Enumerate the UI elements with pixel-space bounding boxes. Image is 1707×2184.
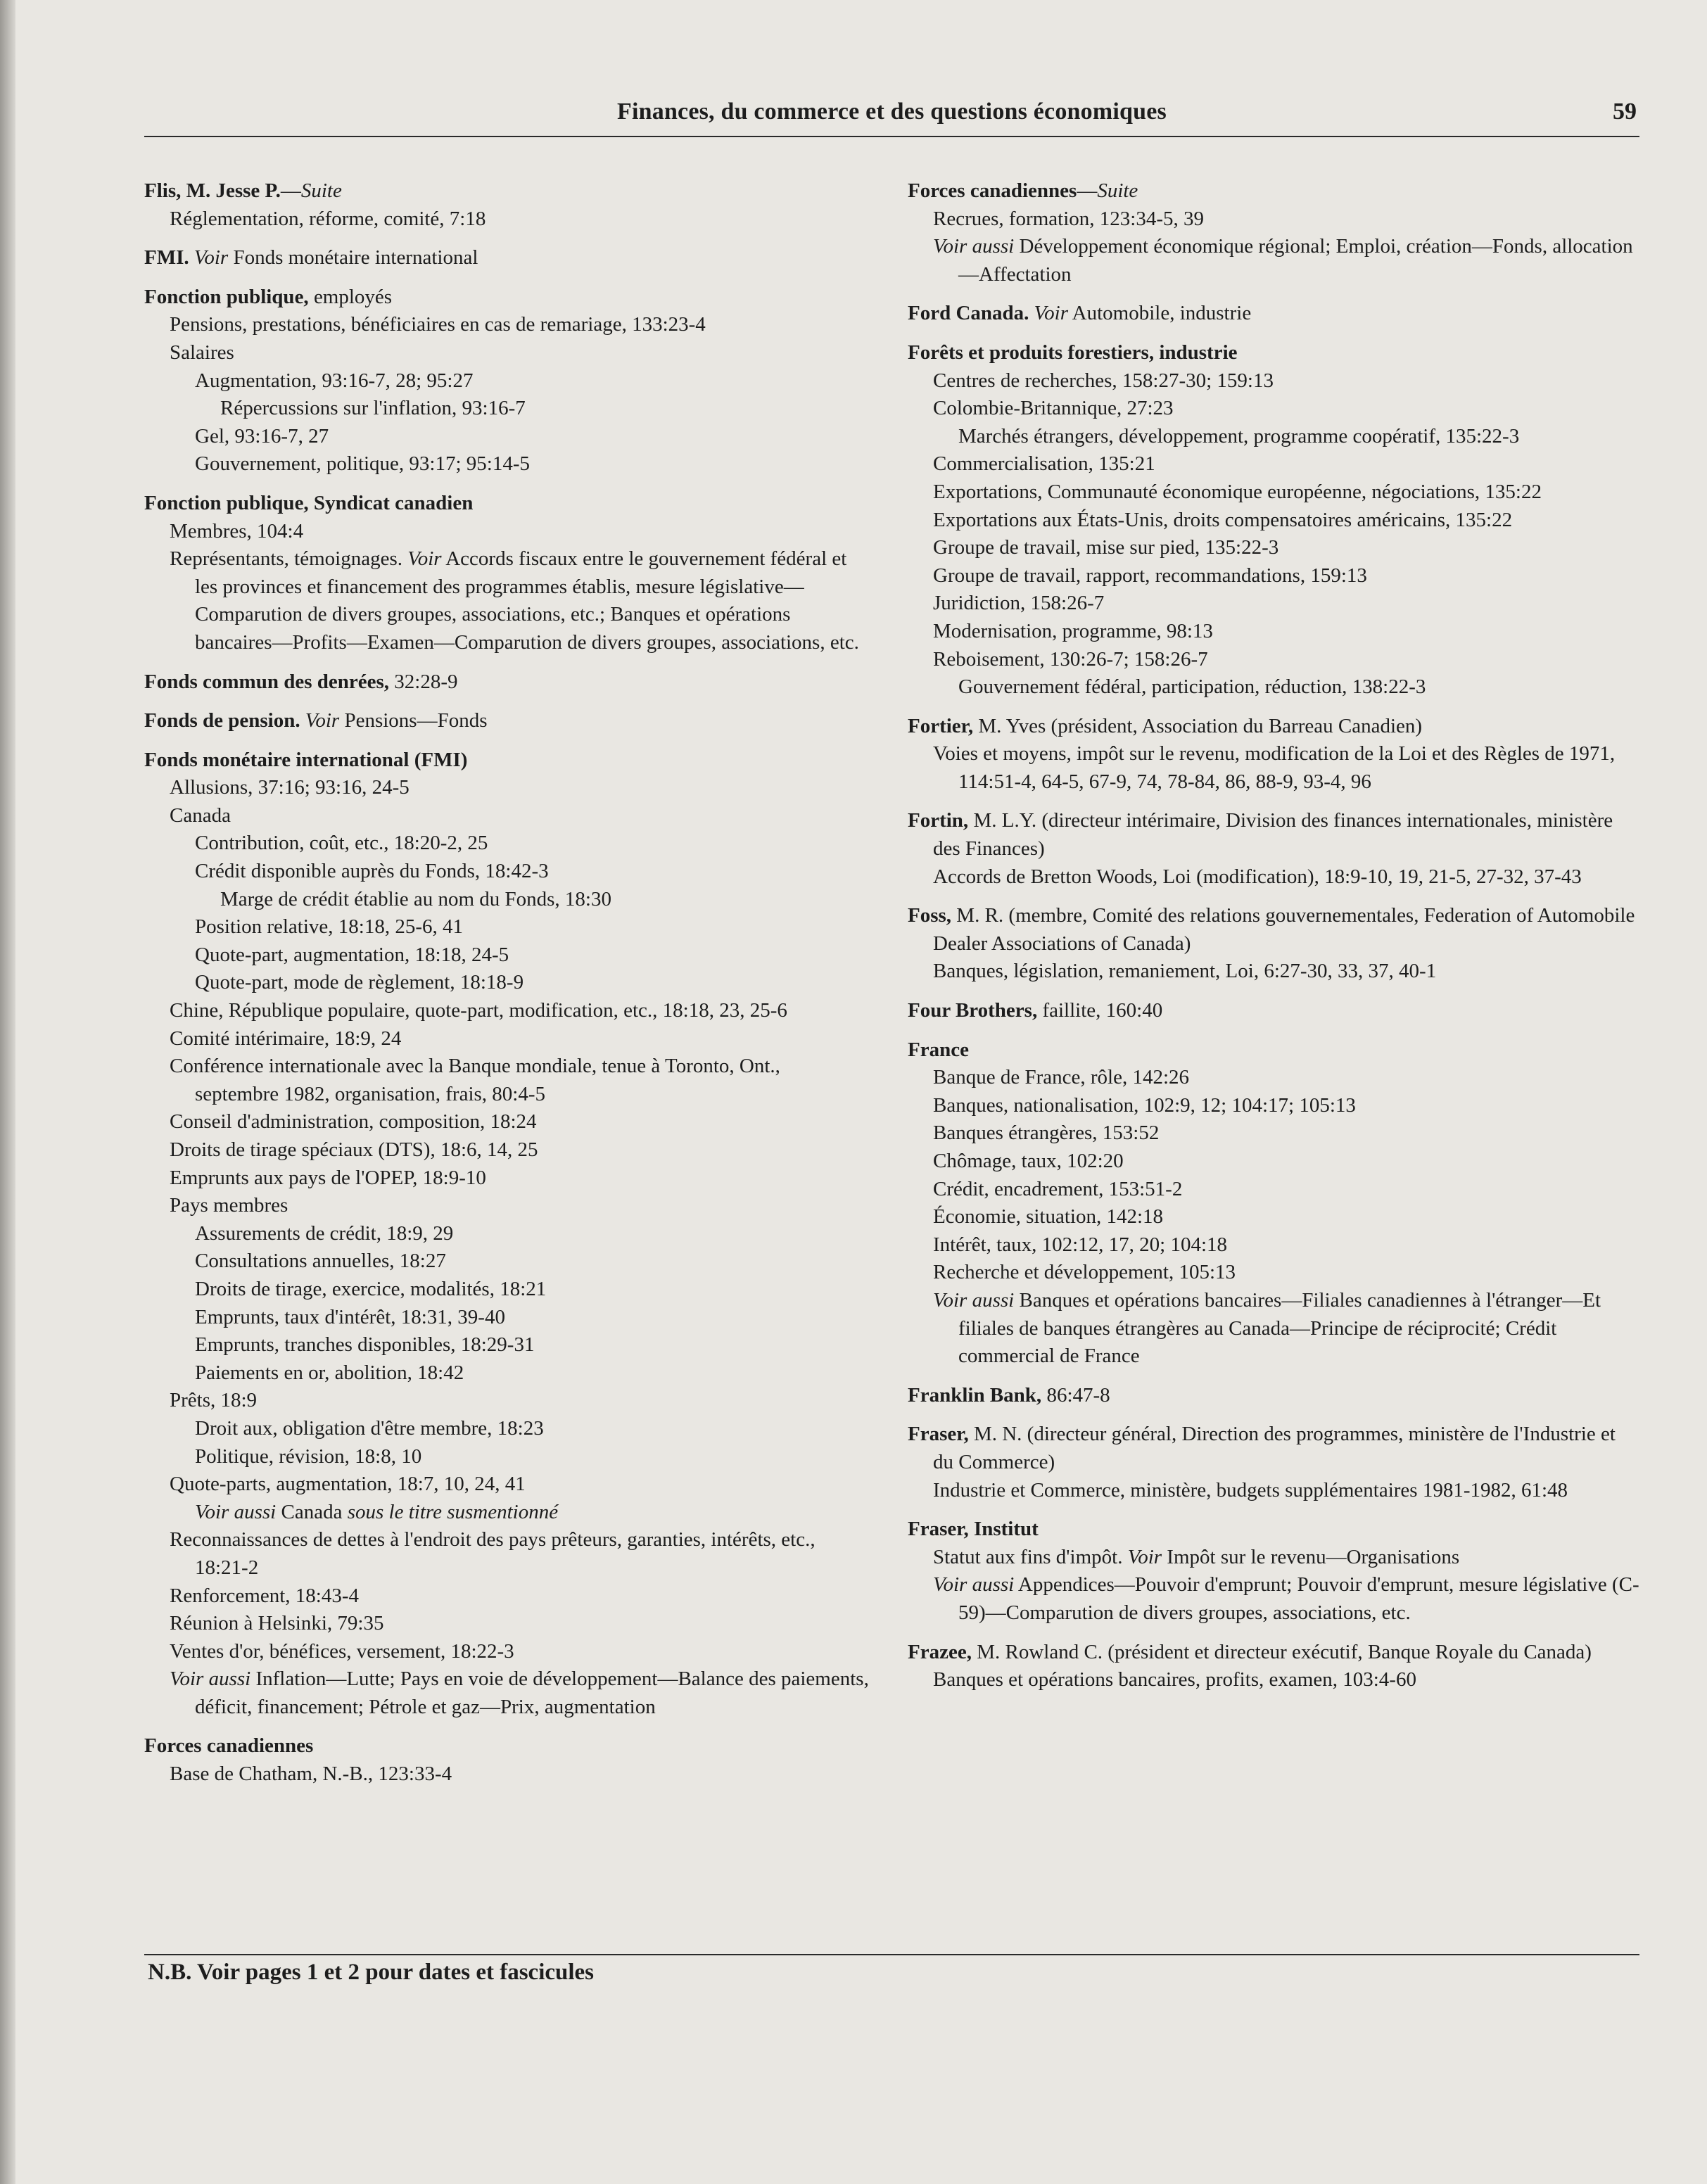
index-entry — [144, 1732, 869, 1788]
cross-reference-label: Suite — [300, 179, 342, 202]
index-subentry — [144, 1192, 869, 1220]
entry-text: Statut aux fins d'impôt. — [933, 1545, 1128, 1568]
cross-reference-label: Voir — [1127, 1545, 1162, 1568]
entry-text: Consultations annuelles, 18:27 — [195, 1250, 446, 1273]
index-subentry — [908, 233, 1639, 288]
index-subentry — [144, 1276, 869, 1304]
entry-text: Inflation—Lutte; Pays en voie de développement—Balance des paiements, déficit, financement; Pétrole et gaz—Prix, augmentation — [195, 1668, 869, 1718]
entry-text: Accords fiscaux entre le gouvernement fédéral et les provinces et financement des programmes établis, mesure législative—Comparution de divers groupes, associations, etc.; Banques et opérations bancaires—Profits—Examen—Comparution de divers groupes, associations, etc. — [195, 547, 859, 654]
index-subentry — [144, 1471, 869, 1499]
index-subentry — [144, 802, 869, 830]
cross-reference-label: Voir aussi — [195, 1500, 277, 1523]
index-subentry — [144, 1387, 869, 1415]
index-subentry — [144, 1053, 869, 1108]
entry-text: Fonds monétaire international — [228, 246, 478, 269]
index-subentry — [144, 997, 869, 1025]
index-heading — [908, 1516, 1639, 1544]
index-heading — [908, 997, 1639, 1025]
entry-term: Fonds commun des denrées, — [144, 670, 390, 693]
index-subentry — [144, 1638, 869, 1666]
entry-text: Quote-part, augmentation, 18:18, 24-5 — [195, 943, 509, 966]
index-column-right — [908, 177, 1639, 1706]
index-subentry — [908, 590, 1639, 618]
index-entry — [908, 713, 1639, 796]
index-subentry — [144, 1665, 869, 1721]
entry-term: Flis, M. Jesse P. — [144, 179, 281, 202]
index-entry — [908, 339, 1639, 701]
entry-text: Position relative, 18:18, 25-6, 41 — [195, 915, 463, 939]
entry-text: Prêts, 18:9 — [170, 1389, 258, 1412]
index-heading — [144, 284, 869, 312]
index-subentry — [908, 1666, 1639, 1694]
entry-text: Développement économique régional; Emploi, création—Fonds, allocation—Affectation — [958, 235, 1633, 286]
entry-text: Contribution, coût, etc., 18:20-2, 25 — [195, 832, 488, 855]
page-edge-shadow — [0, 0, 15, 2184]
entry-text: Pensions, prestations, bénéficiaires en cas de remariage, 133:23-4 — [170, 313, 706, 336]
entry-text: Canada — [170, 804, 231, 827]
entry-text: Emprunts aux pays de l'OPEP, 18:9-10 — [170, 1166, 486, 1189]
entry-text: M. N. (directeur général, Direction des programmes, ministère de l'Industrie et du Commerce) — [933, 1423, 1616, 1473]
index-entry — [144, 177, 869, 233]
index-entry — [144, 244, 869, 272]
entry-text: Banques et opérations bancaires—Filiales canadiennes à l'étranger—Et filiales de banques étrangères au Canada—Principe de réciprocité; Crédit commercial de France — [958, 1288, 1601, 1368]
entry-text: Banque de France, rôle, 142:26 — [933, 1066, 1190, 1089]
index-heading — [908, 177, 1639, 205]
index-subentry — [144, 311, 869, 339]
entry-text: Base de Chatham, N.-B., 123:33-4 — [170, 1763, 452, 1786]
entry-term: Fonction publique, Syndicat canadien — [144, 491, 474, 514]
entry-text: Commercialisation, 135:21 — [933, 452, 1155, 476]
index-subentry — [908, 562, 1639, 590]
index-subentry — [908, 1231, 1639, 1259]
entry-text: Exportations aux États-Unis, droits compensatoires américains, 135:22 — [933, 508, 1513, 531]
index-heading — [144, 668, 869, 697]
entry-text: Allusions, 37:16; 93:16, 24-5 — [170, 776, 410, 799]
entry-text: 86:47-8 — [1041, 1383, 1110, 1407]
entry-term: Frazee, — [908, 1640, 972, 1663]
index-subentry — [908, 1176, 1639, 1204]
index-subentry — [144, 205, 869, 234]
index-heading — [144, 490, 869, 518]
index-subentry — [144, 1760, 869, 1789]
index-subentry — [144, 1220, 869, 1248]
cross-reference-label: Voir aussi — [933, 1573, 1015, 1596]
entry-text: Gouvernement fédéral, participation, réduction, 138:22-3 — [958, 675, 1426, 699]
entry-term: Ford Canada. — [908, 302, 1029, 325]
index-heading — [908, 807, 1639, 863]
entry-text: Canada — [276, 1500, 348, 1523]
entry-text: M. Yves (président, Association du Barreau Canadien) — [973, 714, 1423, 737]
index-subentry — [144, 367, 869, 395]
index-subentry — [908, 367, 1639, 395]
index-entry — [908, 1639, 1639, 1694]
entry-text: Paiements en or, abolition, 18:42 — [195, 1361, 464, 1384]
entry-text: Modernisation, programme, 98:13 — [933, 619, 1213, 642]
entry-text: Droits de tirage spéciaux (DTS), 18:6, 14, 25 — [170, 1138, 538, 1161]
cross-reference-label: Suite — [1097, 179, 1138, 202]
cross-reference-label: sous le titre susmentionné — [347, 1500, 559, 1523]
index-subentry — [908, 1477, 1639, 1505]
entry-text: employés — [308, 285, 393, 308]
index-subentry — [144, 339, 869, 367]
index-entry — [908, 1516, 1639, 1627]
index-entry — [908, 997, 1639, 1025]
cross-reference-label: Voir aussi — [933, 1288, 1015, 1312]
index-subentry — [908, 534, 1639, 562]
index-subentry — [908, 1119, 1639, 1148]
entry-text: Appendices—Pouvoir d'emprunt; Pouvoir d'emprunt, mesure législative (C-59)—Comparution de divers groupes, associations, etc. — [958, 1573, 1639, 1624]
index-subentry — [908, 646, 1639, 674]
entry-text: Intérêt, taux, 102:12, 17, 20; 104:18 — [933, 1233, 1228, 1256]
entry-text: Répercussions sur l'inflation, 93:16-7 — [220, 397, 526, 420]
cross-reference-label: Voir — [407, 547, 442, 571]
entry-text: Droit aux, obligation d'être membre, 18:23 — [195, 1416, 544, 1440]
index-entry — [908, 1036, 1639, 1371]
entry-text: Réglementation, réforme, comité, 7:18 — [170, 207, 486, 230]
cross-reference-label: Voir — [193, 246, 229, 269]
entry-text: M. L.Y. (directeur intérimaire, Division des finances internationales, ministère des Finances) — [933, 809, 1613, 861]
index-subentry — [908, 1544, 1639, 1572]
index-heading — [908, 1421, 1639, 1476]
index-subentry — [144, 1247, 869, 1276]
index-subentry — [908, 1064, 1639, 1092]
entry-text: Réunion à Helsinki, 79:35 — [170, 1612, 384, 1635]
entry-term: FMI. — [144, 246, 189, 269]
entry-term: Franklin Bank, — [908, 1383, 1042, 1407]
index-heading — [144, 177, 869, 205]
entry-text: Comité intérimaire, 18:9, 24 — [170, 1027, 402, 1050]
index-heading — [908, 339, 1639, 367]
index-subentry — [144, 969, 869, 997]
entry-term: Forces canadiennes — [908, 179, 1077, 202]
index-subentry — [144, 913, 869, 941]
cross-reference-label: Voir aussi — [933, 235, 1015, 258]
index-entry — [144, 490, 869, 657]
running-title: Finances, du commerce et des questions économiques — [617, 99, 1167, 125]
index-subentry — [908, 1259, 1639, 1287]
entry-text: Marge de crédit établie au nom du Fonds, 18:30 — [220, 887, 611, 910]
entry-text: M. Rowland C. (président et directeur exécutif, Banque Royale du Canada) — [971, 1640, 1592, 1663]
entry-text: faillite, 160:40 — [1037, 999, 1163, 1022]
entry-text: Assurements de crédit, 18:9, 29 — [195, 1221, 454, 1245]
index-heading — [908, 902, 1639, 958]
index-subentry — [908, 423, 1639, 451]
header-rule — [144, 136, 1639, 137]
index-subentry — [908, 507, 1639, 535]
index-subentry — [144, 1108, 869, 1136]
entry-text: Reboisement, 130:26-7; 158:26-7 — [933, 647, 1208, 671]
entry-text — [1029, 302, 1034, 324]
index-subentry — [144, 1499, 869, 1527]
entry-text: Emprunts, tranches disponibles, 18:29-31 — [195, 1333, 535, 1357]
index-subentry — [144, 545, 869, 656]
entry-text: M. R. (membre, Comité des relations gouvernementales, Federation of Automobile Dealer Associations of Canada) — [933, 904, 1635, 955]
entry-term: Fortin, — [908, 809, 969, 832]
index-entry — [908, 902, 1639, 986]
entry-term: Fraser, — [908, 1423, 969, 1446]
index-entry — [144, 747, 869, 1722]
entry-text: Pays membres — [170, 1194, 288, 1217]
index-subentry — [908, 1287, 1639, 1371]
entry-text: Impôt sur le revenu—Organisations — [1162, 1545, 1460, 1568]
entry-text: Politique, révision, 18:8, 10 — [195, 1445, 422, 1468]
cross-reference-label: Voir — [1034, 302, 1069, 325]
entry-term: France — [908, 1038, 969, 1061]
entry-text: Marchés étrangers, développement, programme coopératif, 135:22-3 — [958, 424, 1520, 447]
index-subentry — [144, 1415, 869, 1443]
entry-text: Reconnaissances de dettes à l'endroit des pays prêteurs, garanties, intérêts, etc., 18:21-2 — [170, 1528, 816, 1579]
running-header — [144, 99, 1639, 138]
entry-text: Pensions—Fonds — [339, 709, 488, 732]
index-entry — [144, 668, 869, 697]
index-subentry — [144, 941, 869, 970]
entry-text: 32:28-9 — [389, 670, 458, 693]
cross-reference-label: Voir aussi — [170, 1668, 251, 1691]
entry-text: Exportations, Communauté économique européenne, négociations, 135:22 — [933, 480, 1542, 503]
entry-text: Chômage, taux, 102:20 — [933, 1150, 1124, 1172]
entry-text: Augmentation, 93:16-7, 28; 95:27 — [195, 369, 474, 392]
entry-text: Ventes d'or, bénéfices, versement, 18:22-3 — [170, 1639, 514, 1663]
index-subentry — [908, 478, 1639, 507]
index-subentry — [908, 618, 1639, 646]
index-subentry — [908, 205, 1639, 234]
entry-text: Juridiction, 158:26-7 — [933, 592, 1105, 615]
entry-text: Renforcement, 18:43-4 — [170, 1584, 359, 1607]
index-heading — [144, 1732, 869, 1760]
page-number: 59 — [1613, 99, 1637, 125]
entry-text: Recrues, formation, 123:34-5, 39 — [933, 207, 1204, 230]
index-subentry — [908, 673, 1639, 701]
entry-text: Groupe de travail, mise sur pied, 135:22-3 — [933, 536, 1279, 559]
index-subentry — [144, 1582, 869, 1611]
index-subentry — [908, 450, 1639, 478]
entry-text — [189, 246, 194, 269]
index-subentry — [144, 518, 869, 546]
index-heading — [144, 747, 869, 775]
index-subentry — [908, 1571, 1639, 1627]
index-subentry — [144, 1164, 869, 1193]
index-subentry — [144, 1025, 869, 1053]
index-subentry — [908, 395, 1639, 423]
entry-text: Chine, République populaire, quote-part, modification, etc., 18:18, 23, 25-6 — [170, 999, 787, 1022]
index-entry — [908, 177, 1639, 288]
entry-term: Fraser, Institut — [908, 1518, 1039, 1541]
index-column-left — [144, 177, 869, 1800]
index-entry — [908, 300, 1639, 328]
index-subentry — [144, 1136, 869, 1164]
entry-text: Banques, nationalisation, 102:9, 12; 104:17; 105:13 — [933, 1093, 1356, 1117]
entry-text: Voies et moyens, impôt sur le revenu, modification de la Loi et des Règles de 1971, 114:51-4, 64-5, 67-9, 74, 78-84, 86, 88-9, 93-4, 96 — [933, 742, 1616, 793]
index-entry — [144, 284, 869, 478]
entry-text: Recherche et développement, 105:13 — [933, 1261, 1236, 1284]
entry-text: Quote-part, mode de règlement, 18:18-9 — [195, 971, 524, 994]
index-subentry — [144, 1610, 869, 1638]
entry-text: Colombie-Britannique, 27:23 — [933, 397, 1174, 420]
index-heading — [144, 707, 869, 735]
entry-text: Accords de Bretton Woods, Loi (modification), 18:9-10, 19, 21-5, 27-32, 37-43 — [933, 865, 1582, 888]
entry-term: Forêts et produits forestiers, industrie — [908, 341, 1238, 364]
entry-text: Centres de recherches, 158:27-30; 159:13 — [933, 369, 1274, 392]
entry-text: Quote-parts, augmentation, 18:7, 10, 24, 41 — [170, 1473, 526, 1496]
index-subentry — [144, 1331, 869, 1359]
index-subentry — [144, 1304, 869, 1332]
entry-text: Salaires — [170, 341, 234, 364]
index-subentry — [144, 423, 869, 451]
index-subentry — [144, 774, 869, 802]
index-subentry — [144, 1443, 869, 1471]
entry-text: Automobile, industrie — [1068, 302, 1252, 325]
entry-text: — — [280, 179, 301, 202]
entry-text: Membres, 104:4 — [170, 519, 304, 542]
cross-reference-label: Voir — [305, 709, 340, 732]
index-subentry — [144, 1359, 869, 1388]
entry-text: Économie, situation, 142:18 — [933, 1205, 1164, 1228]
entry-text: Banques et opérations bancaires, profits, examen, 103:4-60 — [933, 1668, 1416, 1691]
index-entry — [908, 1421, 1639, 1504]
entry-term: Four Brothers, — [908, 999, 1038, 1022]
entry-text — [300, 709, 305, 732]
entry-text: Gel, 93:16-7, 27 — [195, 424, 329, 447]
index-subentry — [144, 450, 869, 478]
index-subentry — [908, 1148, 1639, 1176]
index-subentry — [144, 1526, 869, 1582]
entry-text: Représentants, témoignages. — [170, 547, 408, 571]
footer-rule — [144, 1954, 1639, 1955]
index-subentry — [908, 1092, 1639, 1120]
entry-term: Fortier, — [908, 714, 974, 737]
index-subentry — [908, 740, 1639, 796]
index-entry — [908, 1382, 1639, 1410]
entry-text: Industrie et Commerce, ministère, budgets supplémentaires 1981-1982, 61:48 — [933, 1478, 1568, 1502]
footer-note: N.B. Voir pages 1 et 2 pour dates et fascicules — [148, 1960, 595, 1985]
entry-term: Fonds de pension. — [144, 709, 300, 732]
index-heading — [908, 1382, 1639, 1410]
index-heading — [908, 713, 1639, 741]
entry-text: Droits de tirage, exercice, modalités, 18:21 — [195, 1277, 547, 1300]
entry-text: Conseil d'administration, composition, 18:24 — [170, 1110, 537, 1134]
index-subentry — [144, 395, 869, 423]
entry-text: Groupe de travail, rapport, recommandations, 159:13 — [933, 564, 1367, 587]
index-entry — [144, 707, 869, 735]
entry-text: Crédit disponible auprès du Fonds, 18:42-3 — [195, 860, 549, 883]
entry-term: Fonction publique, — [144, 285, 309, 308]
index-heading — [144, 244, 869, 272]
index-heading — [908, 300, 1639, 328]
entry-text: Conférence internationale avec la Banque mondiale, tenue à Toronto, Ont., septembre 1982, organisation, frais, 80:4-5 — [170, 1055, 780, 1105]
entry-term: Foss, — [908, 904, 952, 927]
index-subentry — [144, 830, 869, 858]
index-subentry — [908, 958, 1639, 986]
entry-term: Fonds monétaire international (FMI) — [144, 748, 468, 771]
entry-text: Crédit, encadrement, 153:51-2 — [933, 1177, 1183, 1200]
entry-text: Banques étrangères, 153:52 — [933, 1122, 1160, 1145]
index-subentry — [144, 886, 869, 914]
index-subentry — [144, 858, 869, 886]
entry-text: Emprunts, taux d'intérêt, 18:31, 39-40 — [195, 1305, 505, 1328]
index-heading — [908, 1639, 1639, 1667]
index-subentry — [908, 1203, 1639, 1231]
index-entry — [908, 807, 1639, 891]
entry-text: Gouvernement, politique, 93:17; 95:14-5 — [195, 452, 531, 476]
entry-term: Forces canadiennes — [144, 1734, 314, 1758]
index-subentry — [908, 863, 1639, 891]
entry-text: Banques, législation, remaniement, Loi, 6:27-30, 33, 37, 40-1 — [933, 960, 1437, 983]
index-heading — [908, 1036, 1639, 1065]
entry-text: — — [1077, 179, 1098, 202]
